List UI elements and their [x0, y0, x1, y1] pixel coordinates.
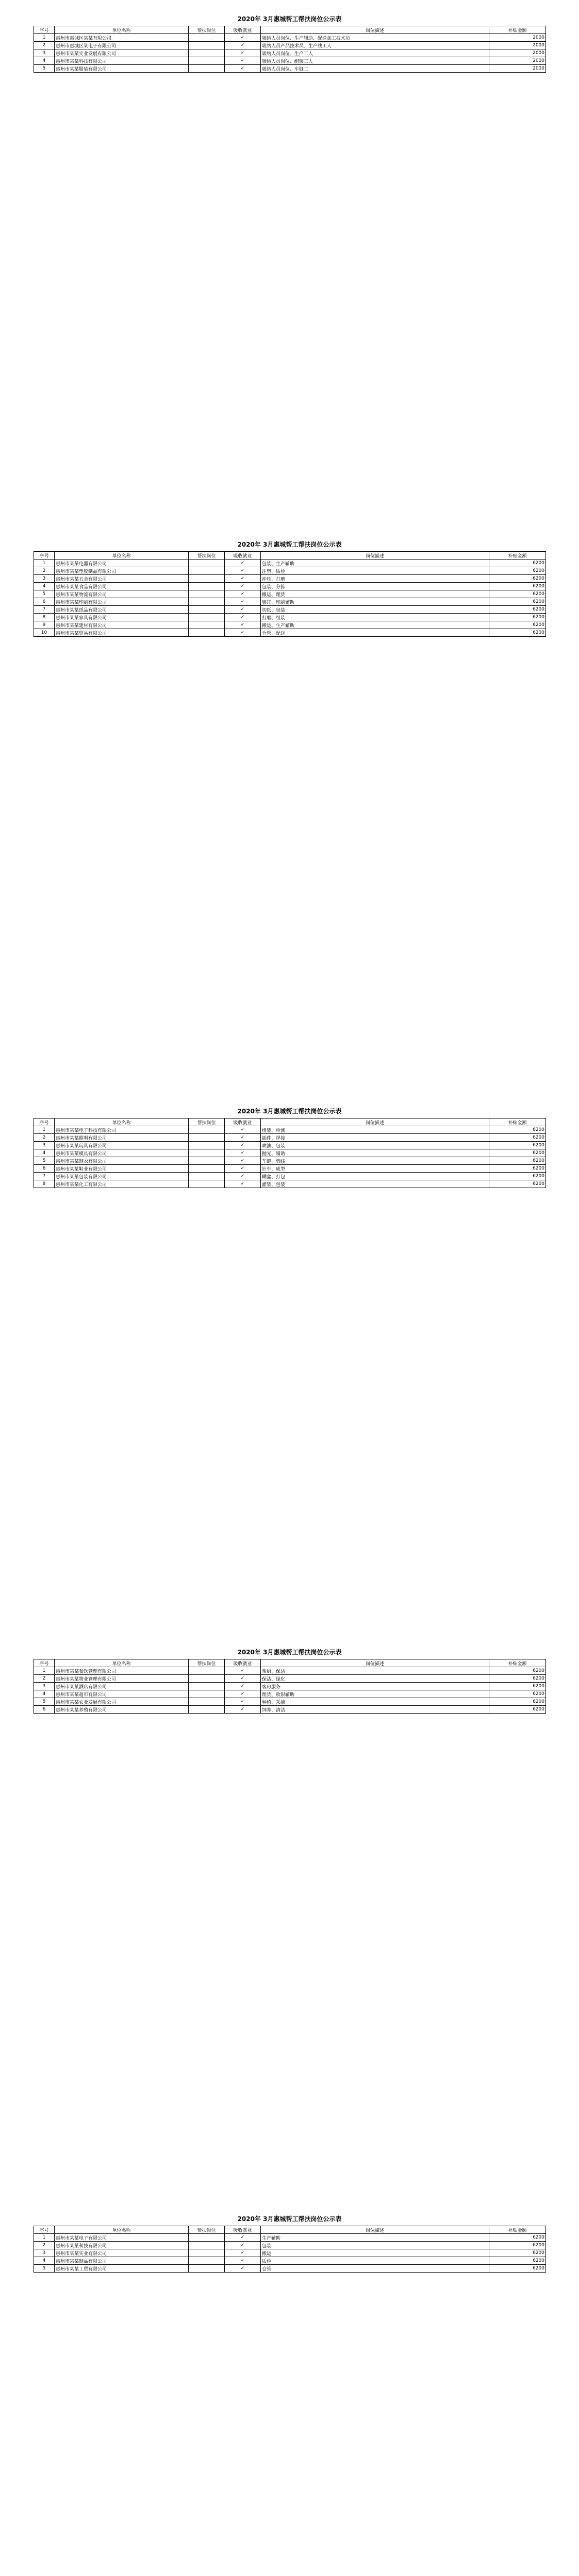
column-header: 补贴金额	[489, 2226, 546, 2234]
table-cell: 吸纳人员岗位、车缝工	[261, 65, 489, 73]
table-row	[34, 598, 546, 606]
check-mark-cell: ✓	[225, 2249, 261, 2257]
table-cell: 惠州市某某建材有限公司	[55, 621, 189, 629]
section-title: 2020年 3月惠城帮工帮扶岗位公示表	[237, 1108, 342, 1115]
section-table	[34, 1659, 546, 1714]
table-row	[34, 1675, 546, 1683]
table-cell	[189, 583, 225, 590]
table-cell	[189, 57, 225, 65]
table-row	[34, 560, 546, 567]
check-mark-cell: ✓	[225, 621, 261, 629]
table-cell: 惠州市某某电子有限公司	[55, 2234, 189, 2242]
column-header: 岗位描述	[261, 2226, 489, 2234]
check-mark-cell: ✓	[225, 42, 261, 49]
check-mark-cell: ✓	[225, 606, 261, 614]
table-cell: 帮厨、保洁	[261, 1667, 489, 1675]
table-cell: 6200	[489, 1667, 546, 1675]
table-cell: 切纸、包装	[261, 606, 489, 614]
table-cell: 惠州市某某印刷有限公司	[55, 598, 189, 606]
column-header: 帮扶岗位	[189, 1118, 225, 1126]
check-mark-cell: ✓	[225, 2242, 261, 2249]
table-cell	[189, 567, 225, 575]
table-cell: 2000	[489, 42, 546, 49]
table-row	[34, 1173, 546, 1180]
column-header: 单位名称	[55, 26, 189, 34]
table-cell: 吸纳人员岗位、生产工人	[261, 49, 489, 57]
table-row	[34, 1667, 546, 1675]
table-cell	[189, 2257, 225, 2265]
table-cell: 惠州市某某实业发展有限公司	[55, 49, 189, 57]
table-cell: 惠州市某某酒店有限公司	[55, 1683, 189, 1690]
check-mark-cell: ✓	[225, 2234, 261, 2242]
table-cell: 车缝、剪线	[261, 1157, 489, 1165]
check-mark-cell: ✓	[225, 2257, 261, 2265]
table-row	[34, 1134, 546, 1142]
table-cell: 6200	[489, 1698, 546, 1706]
table-cell: 吸纳人员岗位、生产辅助、配送加工技术员	[261, 34, 489, 42]
table-row	[34, 1157, 546, 1165]
table-row	[34, 1683, 546, 1690]
table-cell: 2000	[489, 57, 546, 65]
table-row	[34, 34, 546, 42]
table-row	[34, 1180, 546, 1188]
column-header: 帮扶岗位	[189, 552, 225, 560]
table-cell: 惠州市某某电器有限公司	[55, 560, 189, 567]
table-cell: 6200	[489, 606, 546, 614]
check-mark-cell: ✓	[225, 1157, 261, 1165]
column-header: 吸收就业	[225, 1118, 261, 1126]
column-header: 补贴金额	[489, 1118, 546, 1126]
table-cell	[189, 1142, 225, 1149]
table-cell: 惠州市某某照明有限公司	[55, 1134, 189, 1142]
column-header: 岗位描述	[261, 1118, 489, 1126]
table-cell: 惠州市某某包装有限公司	[55, 1173, 189, 1180]
table-cell: 冲压、打磨	[261, 575, 489, 583]
table-cell: 抛光、辅助	[261, 1149, 489, 1157]
table-cell: 惠州市惠城区某电子有限公司	[55, 42, 189, 49]
check-mark-cell: ✓	[225, 598, 261, 606]
table-cell: 6200	[489, 1165, 546, 1173]
table-cell: 3	[34, 575, 55, 583]
column-header: 帮扶岗位	[189, 26, 225, 34]
section-table	[34, 26, 546, 73]
table-cell	[189, 65, 225, 73]
table-cell: 7	[34, 1173, 55, 1180]
table-cell	[189, 606, 225, 614]
table-cell: 惠州市某某科技有限公司	[55, 2242, 189, 2249]
table-header-row	[34, 26, 546, 34]
table-cell: 注塑、质检	[261, 567, 489, 575]
table-cell	[189, 1173, 225, 1180]
section-table	[34, 2226, 546, 2273]
table-cell: 4	[34, 583, 55, 590]
table-cell	[189, 34, 225, 42]
table-row	[34, 567, 546, 575]
table-cell: 9	[34, 621, 55, 629]
check-mark-cell: ✓	[225, 590, 261, 598]
table-cell: 理货、收银辅助	[261, 1690, 489, 1698]
table-cell: 灌装、包装	[261, 1180, 489, 1188]
table-cell	[189, 1690, 225, 1698]
column-header: 单位名称	[55, 552, 189, 560]
check-mark-cell: ✓	[225, 1698, 261, 1706]
table-cell: 仓管	[261, 2265, 489, 2273]
check-mark-cell: ✓	[225, 629, 261, 637]
table-row	[34, 1690, 546, 1698]
column-header: 岗位描述	[261, 552, 489, 560]
table-cell	[189, 1667, 225, 1675]
table-cell: 6200	[489, 575, 546, 583]
table-cell: 8	[34, 1180, 55, 1188]
check-mark-cell: ✓	[225, 1142, 261, 1149]
table-header-row	[34, 2226, 546, 2234]
check-mark-cell: ✓	[225, 1667, 261, 1675]
check-mark-cell: ✓	[225, 34, 261, 42]
table-cell: 包装、分拣	[261, 583, 489, 590]
table-cell: 惠州市某某模具有限公司	[55, 1149, 189, 1157]
check-mark-cell: ✓	[225, 1126, 261, 1134]
table-cell: 打磨、组装	[261, 614, 489, 621]
table-cell: 6200	[489, 1180, 546, 1188]
table-cell: 惠州市某某物流有限公司	[55, 590, 189, 598]
table-cell: 6200	[489, 567, 546, 575]
check-mark-cell: ✓	[225, 49, 261, 57]
table-cell: 惠州市某某服装有限公司	[55, 65, 189, 73]
table-row	[34, 2242, 546, 2249]
table-cell	[189, 590, 225, 598]
table-cell: 惠州市某某玩具有限公司	[55, 1142, 189, 1149]
check-mark-cell: ✓	[225, 1706, 261, 1714]
table-cell: 4	[34, 2257, 55, 2265]
column-header: 序号	[34, 552, 55, 560]
table-cell: 吸纳人员岗位、组装工人	[261, 57, 489, 65]
table-cell: 搬运、理货	[261, 590, 489, 598]
section-title: 2020年 3月惠城帮工帮扶岗位公示表	[237, 1649, 342, 1656]
table-cell: 糊盒、打包	[261, 1173, 489, 1180]
column-header: 单位名称	[55, 2226, 189, 2234]
table-cell	[189, 1683, 225, 1690]
column-header: 补贴金额	[489, 1659, 546, 1667]
table-cell: 6200	[489, 2257, 546, 2265]
table-cell: 2	[34, 1675, 55, 1683]
table-cell: 惠州市某某餐饮管理有限公司	[55, 1667, 189, 1675]
table-cell: 搬运	[261, 2249, 489, 2257]
table-cell	[189, 1165, 225, 1173]
table-cell: 6200	[489, 1675, 546, 1683]
table-cell: 6200	[489, 1134, 546, 1142]
table-cell: 6	[34, 598, 55, 606]
table-cell: 6200	[489, 1157, 546, 1165]
table-row	[34, 606, 546, 614]
table-cell: 组装、检测	[261, 1126, 489, 1134]
table-row	[34, 583, 546, 590]
table-cell: 6200	[489, 560, 546, 567]
table-cell: 惠州市某某电子科技有限公司	[55, 1126, 189, 1134]
table-cell: 惠州市某某制品有限公司	[55, 2257, 189, 2265]
column-header: 吸收就业	[225, 26, 261, 34]
table-cell: 6	[34, 1706, 55, 1714]
column-header: 序号	[34, 1118, 55, 1126]
table-cell: 惠州市某某纸品有限公司	[55, 606, 189, 614]
table-cell: 1	[34, 1126, 55, 1134]
column-header: 补贴金额	[489, 552, 546, 560]
table-cell	[189, 1149, 225, 1157]
check-mark-cell: ✓	[225, 1149, 261, 1157]
table-cell	[189, 560, 225, 567]
table-cell: 生产辅助	[261, 2234, 489, 2242]
check-mark-cell: ✓	[225, 1165, 261, 1173]
table-cell: 6200	[489, 1173, 546, 1180]
table-cell: 2	[34, 2242, 55, 2249]
table-cell: 惠州市某某塑胶制品有限公司	[55, 567, 189, 575]
table-cell: 惠州市某某贸易有限公司	[55, 629, 189, 637]
table-cell: 2	[34, 42, 55, 49]
check-mark-cell: ✓	[225, 1134, 261, 1142]
table-cell: 6200	[489, 2234, 546, 2242]
table-cell: 6	[34, 1165, 55, 1173]
table-cell	[189, 2249, 225, 2257]
table-cell: 5	[34, 1698, 55, 1706]
table-cell	[189, 1126, 225, 1134]
column-header: 序号	[34, 26, 55, 34]
column-header: 帮扶岗位	[189, 2226, 225, 2234]
check-mark-cell: ✓	[225, 65, 261, 73]
table-cell: 3	[34, 1683, 55, 1690]
table-row	[34, 49, 546, 57]
table-cell: 6200	[489, 583, 546, 590]
section-table	[34, 551, 546, 637]
column-header: 单位名称	[55, 1659, 189, 1667]
table-row	[34, 1698, 546, 1706]
section-table	[34, 1118, 546, 1188]
table-cell: 1	[34, 34, 55, 42]
section-title: 2020年 3月惠城帮工帮扶岗位公示表	[237, 15, 342, 23]
table-cell: 惠州市某某工贸有限公司	[55, 2265, 189, 2273]
table-cell	[189, 1134, 225, 1142]
table-cell: 惠州市某某制衣有限公司	[55, 1157, 189, 1165]
column-header: 吸收就业	[225, 2226, 261, 2234]
table-cell: 1	[34, 1667, 55, 1675]
table-cell: 仓管、配送	[261, 629, 489, 637]
table-row	[34, 65, 546, 73]
table-cell: 6200	[489, 2265, 546, 2273]
column-header: 序号	[34, 1659, 55, 1667]
table-cell: 搬运、生产辅助	[261, 621, 489, 629]
table-row	[34, 2249, 546, 2257]
table-cell: 包装、生产辅助	[261, 560, 489, 567]
table-cell: 6200	[489, 598, 546, 606]
table-header-row	[34, 552, 546, 560]
table-cell: 6200	[489, 1126, 546, 1134]
column-header: 补贴金额	[489, 26, 546, 34]
check-mark-cell: ✓	[225, 614, 261, 621]
table-cell: 惠州市某某超市有限公司	[55, 1690, 189, 1698]
table-cell	[189, 614, 225, 621]
column-header: 岗位描述	[261, 1659, 489, 1667]
table-cell: 5	[34, 590, 55, 598]
table-cell: 喷油、包装	[261, 1142, 489, 1149]
table-cell: 2	[34, 1134, 55, 1142]
table-cell	[189, 49, 225, 57]
table-cell: 5	[34, 65, 55, 73]
table-cell: 4	[34, 1690, 55, 1698]
table-cell: 客房服务	[261, 1683, 489, 1690]
table-row	[34, 57, 546, 65]
column-header: 吸收就业	[225, 552, 261, 560]
table-row	[34, 590, 546, 598]
column-header: 岗位描述	[261, 26, 489, 34]
table-cell: 惠州市某某五金有限公司	[55, 575, 189, 583]
table-cell: 3	[34, 2249, 55, 2257]
table-cell: 惠州市某某家具有限公司	[55, 614, 189, 621]
table-cell: 惠州市某某农业发展有限公司	[55, 1698, 189, 1706]
table-cell: 5	[34, 1157, 55, 1165]
column-header: 吸收就业	[225, 1659, 261, 1667]
table-cell: 1	[34, 560, 55, 567]
table-cell: 1	[34, 2234, 55, 2242]
section-title: 2020年 3月惠城帮工帮扶岗位公示表	[237, 541, 342, 548]
table-cell	[189, 1698, 225, 1706]
table-cell	[189, 2242, 225, 2249]
table-cell: 7	[34, 606, 55, 614]
table-header-row	[34, 1659, 546, 1667]
table-cell: 6200	[489, 1706, 546, 1714]
table-cell: 插件、焊接	[261, 1134, 489, 1142]
table-cell: 惠州市某某化工有限公司	[55, 1180, 189, 1188]
table-cell: 6200	[489, 1690, 546, 1698]
table-cell: 6200	[489, 590, 546, 598]
table-row	[34, 1142, 546, 1149]
table-cell: 2000	[489, 34, 546, 42]
table-cell	[189, 575, 225, 583]
table-row	[34, 1149, 546, 1157]
table-cell: 5	[34, 2265, 55, 2273]
table-row	[34, 614, 546, 621]
check-mark-cell: ✓	[225, 575, 261, 583]
check-mark-cell: ✓	[225, 560, 261, 567]
table-cell: 4	[34, 1149, 55, 1157]
table-cell: 2000	[489, 65, 546, 73]
table-cell: 种植、采摘	[261, 1698, 489, 1706]
table-cell: 惠州市某某食品有限公司	[55, 583, 189, 590]
table-cell: 惠州市惠城区某某有限公司	[55, 34, 189, 42]
table-cell	[189, 1180, 225, 1188]
check-mark-cell: ✓	[225, 2265, 261, 2273]
table-cell: 保洁、绿化	[261, 1675, 489, 1683]
table-cell: 6200	[489, 1142, 546, 1149]
table-cell	[189, 1706, 225, 1714]
table-cell: 惠州市某某鞋业有限公司	[55, 1165, 189, 1173]
table-cell: 惠州市某某实业有限公司	[55, 2249, 189, 2257]
table-cell: 6200	[489, 614, 546, 621]
table-cell	[189, 629, 225, 637]
table-cell: 2	[34, 567, 55, 575]
table-cell	[189, 2234, 225, 2242]
table-cell: 6200	[489, 2249, 546, 2257]
check-mark-cell: ✓	[225, 1173, 261, 1180]
column-header: 单位名称	[55, 1118, 189, 1126]
table-row	[34, 2234, 546, 2242]
table-cell: 包装	[261, 2242, 489, 2249]
table-cell: 3	[34, 1142, 55, 1149]
table-row	[34, 42, 546, 49]
table-cell: 饲养、清洁	[261, 1706, 489, 1714]
check-mark-cell: ✓	[225, 1675, 261, 1683]
table-cell	[189, 2265, 225, 2273]
table-cell: 惠州市某某科技有限公司	[55, 57, 189, 65]
table-cell: 惠州市某某物业管理有限公司	[55, 1675, 189, 1683]
table-cell: 6200	[489, 1683, 546, 1690]
check-mark-cell: ✓	[225, 1180, 261, 1188]
table-cell: 6200	[489, 629, 546, 637]
table-cell	[189, 621, 225, 629]
check-mark-cell: ✓	[225, 1683, 261, 1690]
table-cell: 惠州市某某养殖有限公司	[55, 1706, 189, 1714]
table-header-row	[34, 1118, 546, 1126]
table-row	[34, 629, 546, 637]
table-row	[34, 1126, 546, 1134]
table-cell	[189, 598, 225, 606]
table-row	[34, 1165, 546, 1173]
column-header: 帮扶岗位	[189, 1659, 225, 1667]
table-cell	[189, 1675, 225, 1683]
table-cell: 4	[34, 57, 55, 65]
table-row	[34, 2265, 546, 2273]
table-cell: 6200	[489, 1149, 546, 1157]
table-cell: 吸纳人员产品技术员、生产线工人	[261, 42, 489, 49]
table-cell: 10	[34, 629, 55, 637]
table-row	[34, 621, 546, 629]
table-cell	[189, 42, 225, 49]
table-cell: 质检	[261, 2257, 489, 2265]
table-cell: 3	[34, 49, 55, 57]
table-row	[34, 575, 546, 583]
table-cell: 6200	[489, 2242, 546, 2249]
table-cell: 8	[34, 614, 55, 621]
check-mark-cell: ✓	[225, 583, 261, 590]
table-cell: 针车、成型	[261, 1165, 489, 1173]
table-cell: 装订、印刷辅助	[261, 598, 489, 606]
section-title: 2020年 3月惠城帮工帮扶岗位公示表	[237, 2215, 342, 2223]
table-row	[34, 1706, 546, 1714]
table-cell: 6200	[489, 621, 546, 629]
check-mark-cell: ✓	[225, 567, 261, 575]
check-mark-cell: ✓	[225, 1690, 261, 1698]
check-mark-cell: ✓	[225, 57, 261, 65]
column-header: 序号	[34, 2226, 55, 2234]
table-cell	[189, 1157, 225, 1165]
table-cell: 2000	[489, 49, 546, 57]
table-row	[34, 2257, 546, 2265]
